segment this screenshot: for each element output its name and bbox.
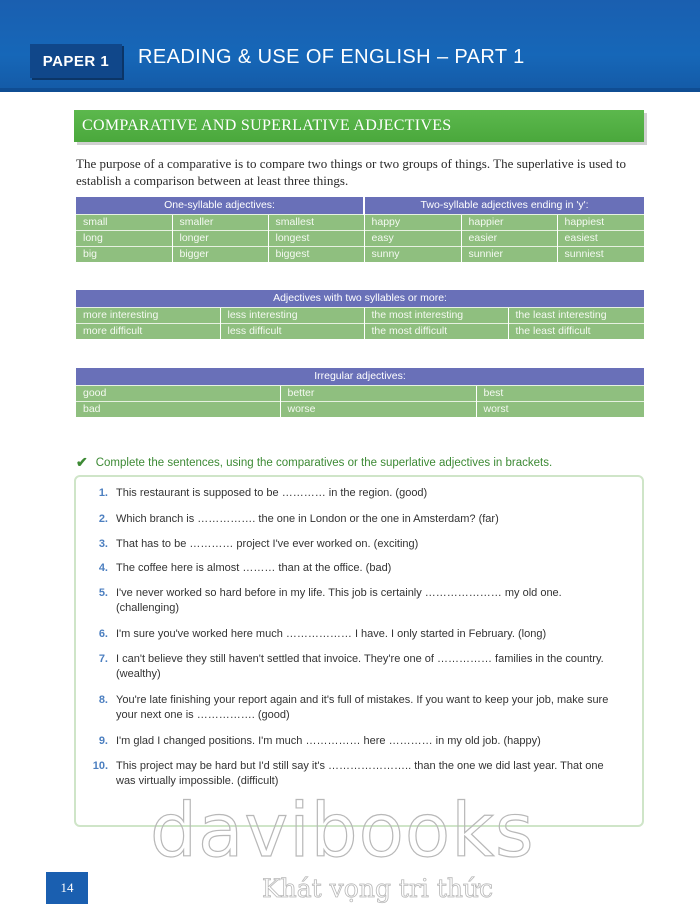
table-cell: smaller [172,214,268,230]
table-cell: long [76,230,172,246]
list-item [86,734,626,749]
paper-badge: PAPER 1 [30,44,122,78]
list-item [86,486,626,501]
item-number: 2. [98,513,108,525]
table-cell: more difficult [76,323,220,339]
table-row [76,401,644,417]
table-cell: less difficult [220,323,364,339]
section-title: COMPARATIVE AND SUPERLATIVE ADJECTIVES [74,110,644,142]
table-cell: the least difficult [508,323,644,339]
one-and-two-syllable-table [76,197,644,262]
table-cell: best [476,385,644,401]
table-cell: happiest [557,214,644,230]
item-number: 8. [98,694,108,706]
table-cell: small [76,214,172,230]
table-cell: better [280,385,476,401]
list-item [86,561,626,576]
header-title: READING & USE OF ENGLISH – PART 1 [138,46,525,68]
table-cell: easier [461,230,557,246]
table-cell: bad [76,401,280,417]
table-cell: happy [364,214,461,230]
table-row [76,246,644,262]
table-cell: bigger [172,246,268,262]
list-item [86,512,626,527]
table-cell: worst [476,401,644,417]
exercise-instruction [76,454,646,471]
table-cell: worse [280,401,476,417]
item-text: That has to be ………… project I've ever worked on. (exciting) [116,538,419,550]
list-item [86,627,626,642]
list-item [86,652,626,682]
list-item [86,586,626,616]
watermark-tagline: Khát vọng tri thức [262,874,494,903]
table-cell: the most difficult [364,323,508,339]
table-cell: big [76,246,172,262]
table-cell: the most interesting [364,307,508,323]
intro-paragraph: The purpose of a comparative is to compare two things or two groups of things. The superlative is used to establish a comparison between at least three things. [76,156,626,188]
item-text: I'm glad I changed positions. I'm much …………… here ………… in my old job. (happy) [116,735,541,747]
item-number: 4. [98,562,108,574]
item-number: 1. [98,487,108,499]
item-text: I can't believe they still haven't settled that invoice. They're one of …………… families in the country. (wealthy) [116,653,604,680]
list-item [86,693,626,723]
item-number: 3. [98,538,108,550]
item-number: 10. [92,760,108,772]
table-row [76,385,644,401]
page-header [0,0,700,92]
item-text: I'm sure you've worked here much ……………… I have. I only started in February. (long) [116,628,547,640]
table-cell: easiest [557,230,644,246]
table-cell: happier [461,214,557,230]
table-header-irregular: Irregular adjectives: [76,368,644,385]
item-number: 7. [98,653,108,665]
table-row [76,323,644,339]
table-row [76,307,644,323]
table-cell: sunnier [461,246,557,262]
table-cell: less interesting [220,307,364,323]
irregular-adjectives-table [76,368,644,417]
table-cell: more interesting [76,307,220,323]
item-text: This project may be hard but I'd still say it's ………………….. than the one we did last year. That one was virtually impossible. (difficult) [116,760,604,787]
table-header-one-syllable: One-syllable adjectives: [76,197,364,214]
list-item [86,759,626,789]
table-cell: smallest [268,214,364,230]
table-cell: sunny [364,246,461,262]
table-cell: longest [268,230,364,246]
checkmark-icon: ✔ [76,454,88,470]
item-text: The coffee here is almost ……… than at the office. (bad) [116,562,392,574]
instruction-text: Complete the sentences, using the comparatives or the superlative adjectives in brackets. [95,456,553,469]
watermark: davibooks [150,788,535,874]
table-header-two-plus-syllables: Adjectives with two syllables or more: [76,290,644,307]
table-row [76,214,644,230]
item-text: I've never worked so hard before in my life. This job is certainly ………………… my old one. (challenging) [116,587,562,614]
two-plus-syllable-table [76,290,644,339]
table-cell: easy [364,230,461,246]
page-number: 14 [46,872,88,904]
item-number: 5. [98,587,108,599]
table-row [76,230,644,246]
table-header-two-syllable-y: Two-syllable adjectives ending in 'y': [364,197,644,214]
item-text: This restaurant is supposed to be ………… in the region. (good) [116,487,428,499]
item-number: 9. [98,735,108,747]
item-number: 6. [98,628,108,640]
table-cell: biggest [268,246,364,262]
table-cell: longer [172,230,268,246]
item-text: You're late finishing your report again and it's full of mistakes. If you want to keep your job, make sure your next one is ……………. (good) [116,694,609,721]
list-item [86,537,626,552]
item-text: Which branch is ……………. the one in London or the one in Amsterdam? (far) [116,513,499,525]
table-cell: sunniest [557,246,644,262]
table-cell: the least interesting [508,307,644,323]
table-cell: good [76,385,280,401]
